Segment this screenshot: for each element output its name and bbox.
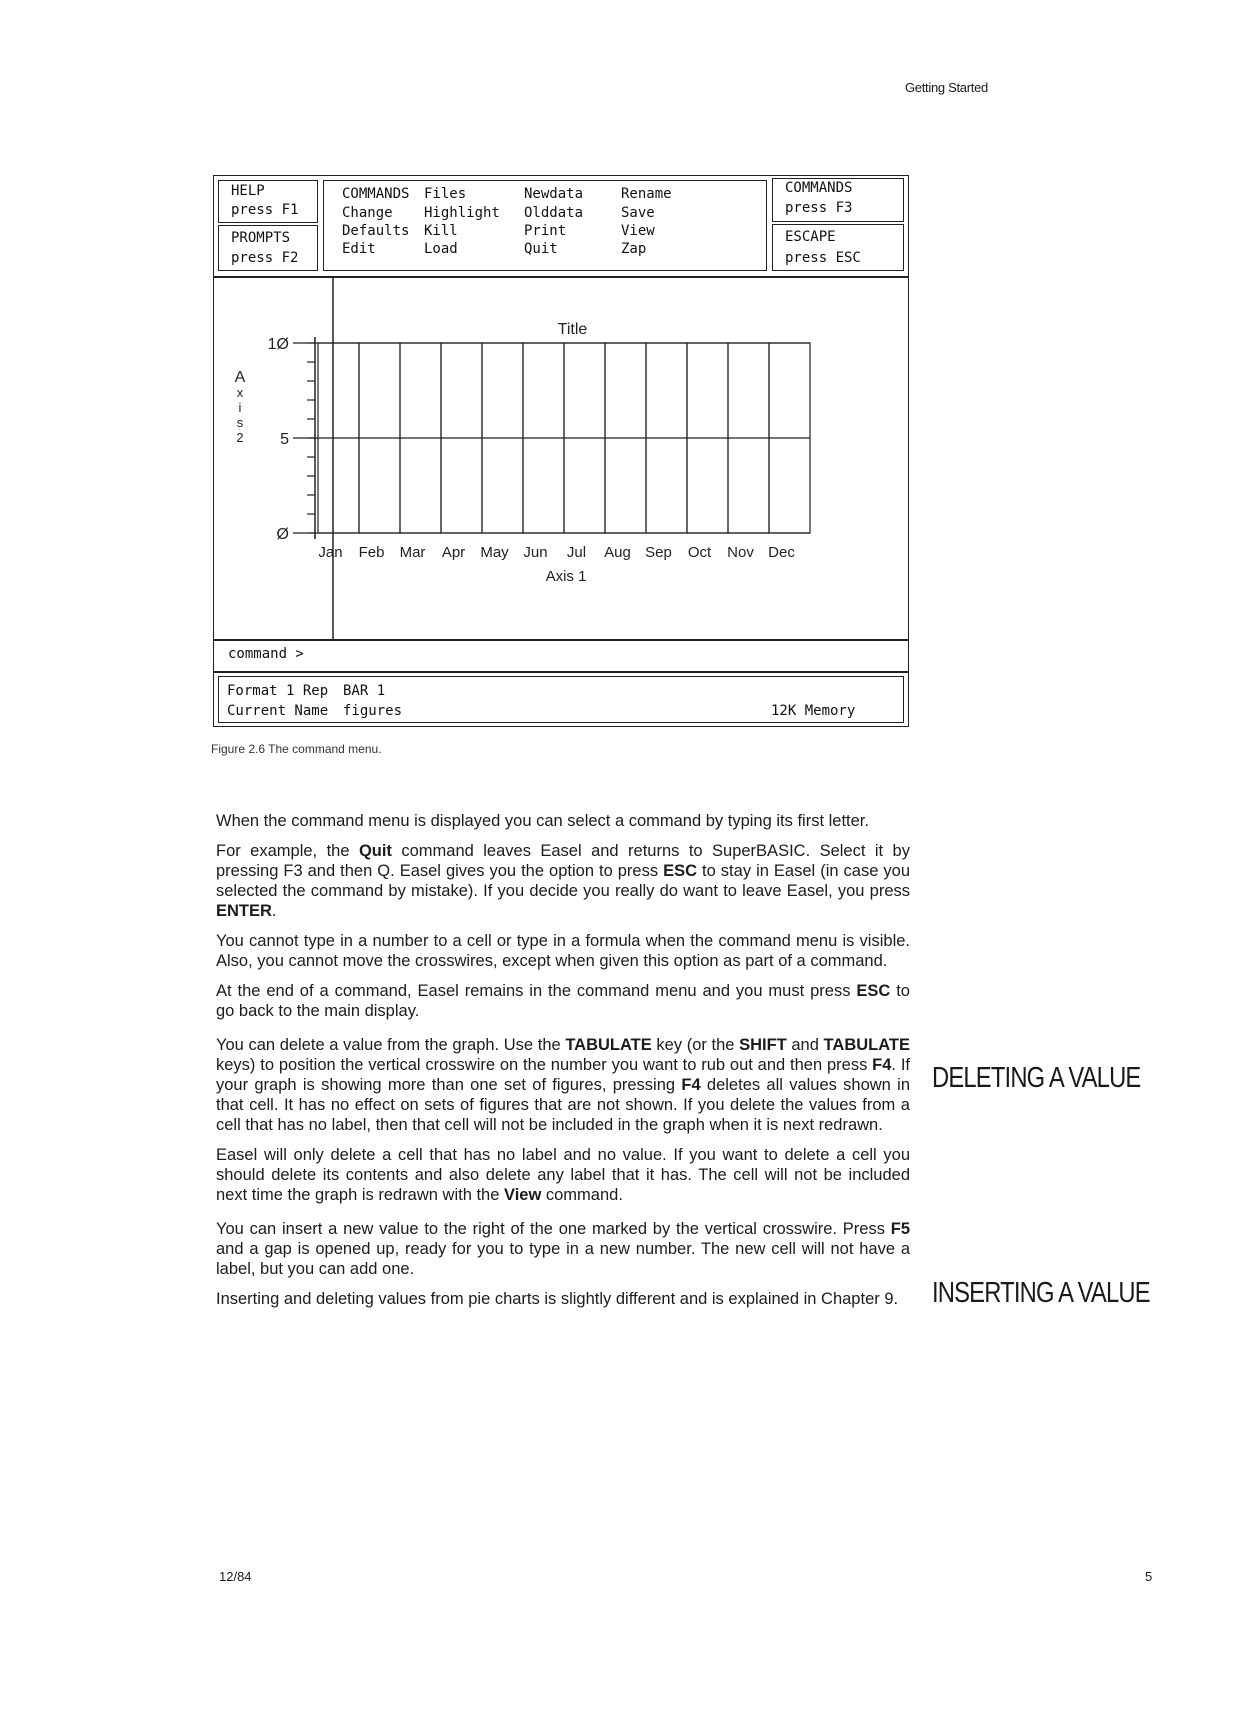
paragraph: When the command menu is displayed you can select a command by typing its first letter. xyxy=(216,812,869,830)
running-header: Getting Started xyxy=(905,80,988,95)
y-axis-label-letter: 2 xyxy=(236,430,244,445)
heading-inserting-a-value: INSERTING A VALUE xyxy=(932,1277,1150,1309)
prompts-key: press F2 xyxy=(231,250,299,266)
current-name-label: Current Name xyxy=(227,703,329,719)
y-tick-label-5: 5 xyxy=(280,431,289,448)
memory-indicator: 12K Memory xyxy=(771,703,856,719)
commands-key-hint: press F3 xyxy=(785,200,853,216)
y-tick-label-0: Ø xyxy=(276,526,289,543)
help-key: press F1 xyxy=(231,202,299,218)
command-divider-top xyxy=(213,639,909,641)
command-commands[interactable]: COMMANDS xyxy=(342,186,410,202)
commands-key-box xyxy=(772,178,904,222)
command-quit[interactable]: Quit xyxy=(524,241,558,257)
paragraph: You can insert a new value to the right of the one marked by the vertical crosswire. Press F5 and a gap is opened up, ready for you to type in a new number. The new cell will not have a label, but you can add one. xyxy=(216,1220,910,1278)
prompts-title: PROMPTS xyxy=(231,230,291,246)
footer-page-number: 5 xyxy=(1145,1569,1153,1584)
status-box xyxy=(218,676,904,723)
heading-deleting-a-value: DELETING A VALUE xyxy=(932,1062,1141,1094)
y-axis-label-letter: s xyxy=(236,415,244,430)
command-olddata[interactable]: Olddata xyxy=(524,205,584,221)
prompts-box xyxy=(218,225,318,271)
command-view[interactable]: View xyxy=(621,223,655,239)
command-defaults[interactable]: Defaults xyxy=(342,223,410,239)
command-zap[interactable]: Zap xyxy=(621,241,647,257)
current-name-value: figures xyxy=(343,703,403,719)
command-highlight[interactable]: Highlight xyxy=(424,205,500,221)
x-tick-label-mar: Mar xyxy=(399,544,426,561)
x-tick-label-aug: Aug xyxy=(604,544,631,561)
x-tick-label-dec: Dec xyxy=(768,544,795,561)
help-title: HELP xyxy=(231,183,265,199)
x-tick-label-sep: Sep xyxy=(645,544,672,561)
x-tick-label-jan: Jan xyxy=(318,544,343,561)
x-tick-label-jul: Jul xyxy=(566,544,587,561)
paragraph: You cannot type in a number to a cell or type in a formula when the command menu is visible. Also, you cannot move the crosswires, except when given this option as part of a command. xyxy=(216,932,910,970)
y-axis-label-letter: x xyxy=(236,385,244,400)
x-axis-label: Axis 1 xyxy=(545,568,587,585)
footer-date: 12/84 xyxy=(219,1569,252,1584)
paragraph: At the end of a command, Easel remains in the command menu and you must press ESC to go back to the main display. xyxy=(216,982,910,1020)
chart-title: Title xyxy=(557,321,588,338)
body-text xyxy=(216,811,910,1319)
paragraph: Inserting and deleting values from pie charts is slightly different and is explained in Chapter 9. xyxy=(216,1290,899,1308)
help-box xyxy=(218,180,318,223)
command-load[interactable]: Load xyxy=(424,241,458,257)
y-axis-label-letter: A xyxy=(234,369,246,386)
escape-key: press ESC xyxy=(785,250,861,266)
command-rename[interactable]: Rename xyxy=(621,186,672,202)
escape-box xyxy=(772,224,904,271)
command-prompt[interactable]: command > xyxy=(228,646,304,662)
command-kill[interactable]: Kill xyxy=(424,223,458,239)
command-files[interactable]: Files xyxy=(424,186,467,202)
command-change[interactable]: Change xyxy=(342,205,393,221)
x-tick-label-nov: Nov xyxy=(727,544,754,561)
paragraph: For example, the Quit command leaves Easel and returns to SuperBASIC. Select it by pressing F3 and then Q. Easel gives you the option to press ESC to stay in Easel (in case you selected the command by mistake). If you decide you really do want to leave Easel, you press ENTER. xyxy=(216,842,910,920)
x-tick-label-feb: Feb xyxy=(358,544,385,561)
commands-menu xyxy=(323,180,767,271)
x-tick-label-oct: Oct xyxy=(687,544,712,561)
y-axis-label-letter: i xyxy=(238,400,242,415)
y-tick-label-10: 1Ø xyxy=(267,336,289,353)
x-tick-label-may: May xyxy=(480,544,509,561)
command-divider-bottom xyxy=(213,671,909,673)
escape-title: ESCAPE xyxy=(785,229,836,245)
x-tick-label-apr: Apr xyxy=(441,544,466,561)
command-save[interactable]: Save xyxy=(621,205,655,221)
figure-caption: Figure 2.6 The command menu. xyxy=(211,742,382,756)
paragraph: Easel will only delete a cell that has no label and no value. If you want to delete a cell you should delete its contents and also delete any label that it has. The cell will not be included next time the graph is redrawn with the View command. xyxy=(216,1146,910,1204)
bar-chart xyxy=(213,277,909,639)
format-label: Format 1 Rep xyxy=(227,683,329,699)
command-print[interactable]: Print xyxy=(524,223,567,239)
command-newdata[interactable]: Newdata xyxy=(524,186,584,202)
paragraph: You can delete a value from the graph. Use the TABULATE key (or the SHIFT and TABULATE keys) to position the vertical crosswire on the number you want to rub out and then press F4. If your graph is showing more than one set of figures, pressing F4 deletes all values shown in that cell. It has no effect on sets of figures that are not shown. If you delete the values from a cell that has no label, then that cell will not be included in the graph when it is next redrawn. xyxy=(216,1036,911,1134)
commands-key-title: COMMANDS xyxy=(785,180,853,196)
x-tick-label-jun: Jun xyxy=(523,544,548,561)
format-value: BAR 1 xyxy=(343,683,386,699)
command-edit[interactable]: Edit xyxy=(342,241,376,257)
